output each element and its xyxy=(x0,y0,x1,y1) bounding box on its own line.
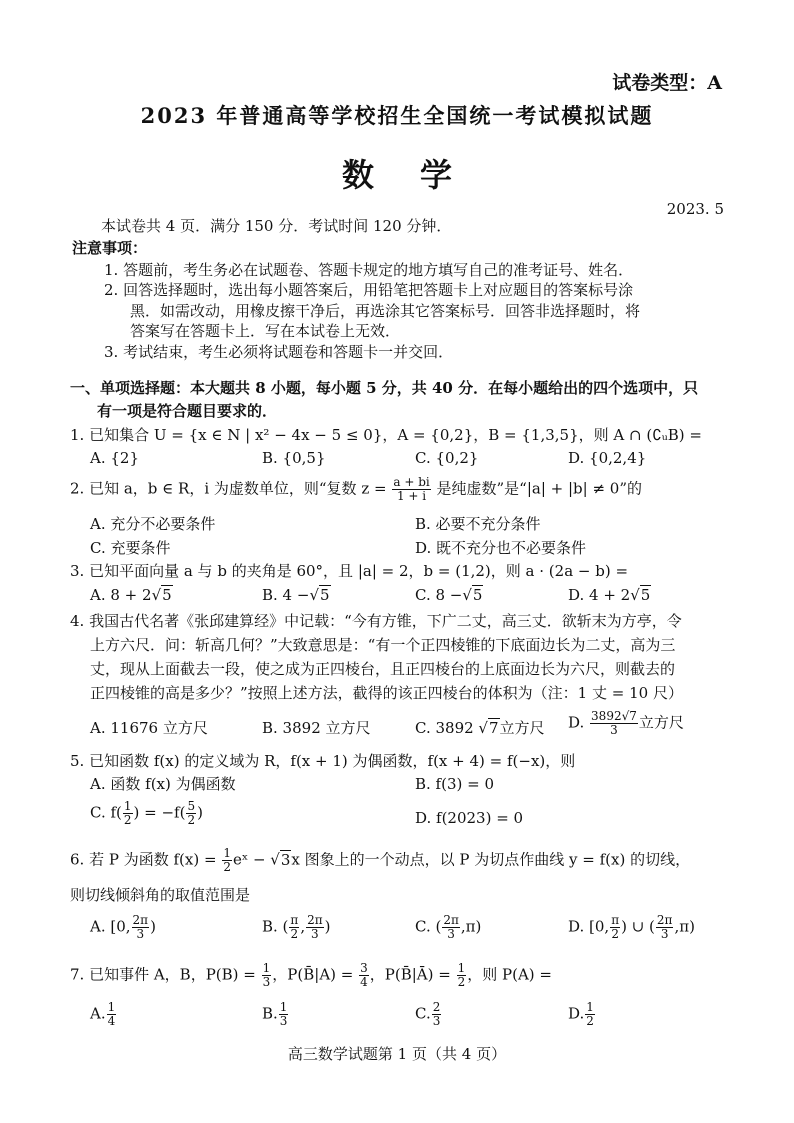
option-c: C. f( $\frac{1}{2}$ ) = −f( $\frac{5}{2}$ ) xyxy=(90,799,203,827)
option-c: C. 3892 √7立方尺 xyxy=(415,719,545,737)
option-c: C. ( $\frac{2\pi}{3}$ ,π) xyxy=(415,913,482,941)
question-stem: 7. 已知事件 A，B，P(B) = $\frac{1}{3}$ ，P(B̄|A) = $\frac{3}{4}$ ，P(B̄|Ā) = $\frac{1}{2}$ ，则 P(A) = xyxy=(70,961,552,989)
option-d: D. 4 + 2√5 xyxy=(568,586,651,604)
question-stem: 则切线倾斜角的取值范围是 xyxy=(70,886,251,904)
paper-type: 试卷类型：A xyxy=(612,72,722,94)
option-c: C. 充要条件 xyxy=(90,539,171,557)
notice-heading: 注意事项： xyxy=(72,239,148,257)
question-stem: 正四棱锥的高是多少？”按照上述方法，截得的该正四棱台的体积为（注：1 丈 = 10 尺） xyxy=(90,684,683,702)
question-stem: 6. 若 P 为函数 f(x) = $\frac{1}{2}$ eˣ − √3x 图象上的一个动点，以 P 为切点作曲线 y = f(x) 的切线， xyxy=(70,846,691,874)
stem-text: 2. 已知 a，b ∈ R，i 为虚数单位，则“复数 z = xyxy=(70,479,387,498)
option-d: D. {0,2,4} xyxy=(568,449,647,467)
notice-item: 黑．如需改动，用橡皮擦干净后，再选涂其它答案标号．回答非选择题时，将 xyxy=(130,302,641,320)
question-stem: 丈，现从上面截去一段，使之成为正四棱台，且正四棱台的上底面边长为六尺，则截去的 xyxy=(90,660,676,678)
notice-item: 3. 考试结束，考生必须将试题卷和答题卡一并交回． xyxy=(104,343,454,361)
option-c: C. $\frac{2}{3}$ xyxy=(415,1000,441,1028)
option-a: A. $\frac{1}{4}$ xyxy=(90,1000,116,1028)
option-d: D. $\frac{3892√7}{3}$ 立方尺 xyxy=(568,709,684,737)
question-stem: 上方六尺．问：斩高几何？”大致意思是：“有一个正四棱锥的下底面边长为二丈，高为三 xyxy=(90,636,676,654)
notice-item: 1. 答题前，考生务必在试题卷、答题卡规定的地方填写自己的准考证号、姓名． xyxy=(104,261,634,279)
option-a: A. 8 + 2√5 xyxy=(90,586,172,604)
option-a: A. 函数 f(x) 为偶函数 xyxy=(90,775,236,793)
option-d: D. f(2023) = 0 xyxy=(415,809,524,827)
page-footer: 高三数学试题第 1 页（共 4 页） xyxy=(287,1045,507,1063)
option-b: B. $\frac{1}{3}$ xyxy=(262,1000,288,1028)
option-c: C. 8 −√5 xyxy=(415,586,483,604)
option-c: C. {0,2} xyxy=(415,449,479,467)
question-stem: 4. 我国古代名著《张邱建算经》中记载：“今有方锥，下广二丈，高三丈．欲斩末为方亭，令 xyxy=(70,612,682,630)
option-a: A. 充分不必要条件 xyxy=(90,515,216,533)
option-d: D. $\frac{1}{2}$ xyxy=(568,1000,594,1028)
intro-text: 本试卷共 4 页．满分 150 分．考试时间 120 分钟． xyxy=(101,217,452,235)
section-heading: 一、单项选择题：本大题共 8 小题，每小题 5 分，共 40 分．在每小题给出的四个选项中，只 xyxy=(70,379,699,397)
option-b: B. 4 −√5 xyxy=(262,586,330,604)
option-a: A. {2} xyxy=(90,449,139,467)
exam-title: 2023 年普通高等学校招生全国统一考试模拟试题 xyxy=(140,103,654,128)
option-a: A. [0, $\frac{2\pi}{3}$ ) xyxy=(90,913,156,941)
option-b: B. {0,5} xyxy=(262,449,326,467)
option-b: B. 必要不充分条件 xyxy=(415,515,541,533)
fraction: $\frac{a + bi}{1 + i}$ xyxy=(393,475,430,503)
stem-text: 是纯虚数”是“|a| + |b| ≠ 0”的 xyxy=(436,479,643,498)
notice-item: 2. 回答选择题时，选出每小题答案后，用铅笔把答题卡上对应题目的答案标号涂 xyxy=(104,281,634,299)
option-b: B. ( $\frac{\pi}{2}$ , $\frac{2\pi}{3}$ ) xyxy=(262,913,331,941)
notice-item: 答案写在答题卡上．写在本试卷上无效． xyxy=(130,322,401,340)
option-d: D. [0, $\frac{\pi}{2}$ ) ∪ ( $\frac{2\pi}{3}$ ,π) xyxy=(568,913,695,941)
exam-date: 2023. 5 xyxy=(666,200,724,218)
option-b: B. f(3) = 0 xyxy=(415,775,495,793)
question-stem: 5. 已知函数 f(x) 的定义域为 R，f(x + 1) 为偶函数，f(x + 4) = f(−x)，则 xyxy=(70,752,576,770)
question-stem xyxy=(70,476,642,503)
option-d: D. 既不充分也不必要条件 xyxy=(415,539,587,557)
option-b: B. 3892 立方尺 xyxy=(262,719,371,737)
section-heading: 有一项是符合题目要求的． xyxy=(97,402,278,420)
question-stem: 3. 已知平面向量 a 与 b 的夹角是 60°，且 |a| = 2，b = (1,2)，则 a · (2a − b) = xyxy=(70,562,629,580)
subject-title: 数学 xyxy=(341,156,498,194)
question-stem: 1. 已知集合 U = {x ∈ N | x² − 4x − 5 ≤ 0}，A = {0,2}，B = {1,3,5}，则 A ∩ (∁ᵤB) = xyxy=(70,426,702,444)
option-a: A. 11676 立方尺 xyxy=(90,719,208,737)
